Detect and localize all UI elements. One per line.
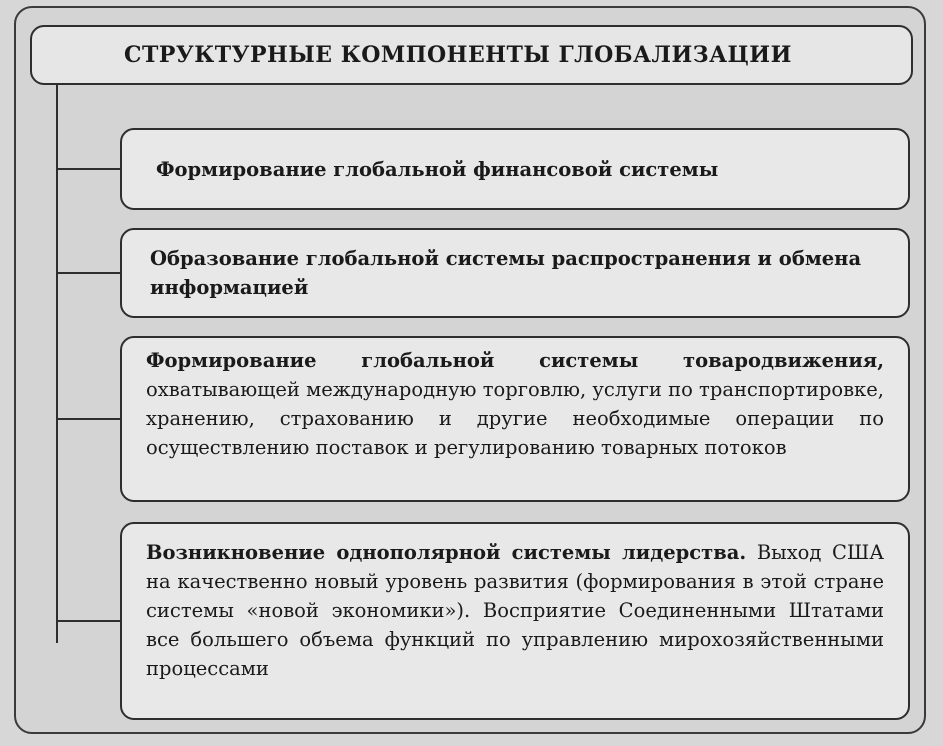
connector-branch-4 [56,620,120,622]
component-body-text: охватывающей международную торговлю, услуги по транспортировке, хранению, страхованию и другие необходимые операции по осуществлению поставок и регулированию товарных потоков [146,378,884,459]
diagram-title [30,25,913,85]
component-box-goods-movement [120,336,910,502]
component-box-leadership [120,522,910,720]
component-box-information [120,228,910,318]
component-lead-text: Образование глобальной системы распространения и обмена информацией [150,247,862,299]
connector-branch-2 [56,272,120,274]
connector-branch-1 [56,168,120,170]
component-lead-text: Формирование глобальной системы товародвижения, [146,349,884,372]
component-box-financial [120,128,910,210]
diagram-title-text: СТРУКТУРНЫЕ КОМПОНЕНТЫ ГЛОБАЛИЗАЦИИ [124,42,792,68]
component-lead-text: Возникновение однополярной системы лидерства. [146,541,747,564]
component-body-text: Выход США на качественно новый уровень развития (формирования в этой стране системы «новой экономики»). Восприятие Соединенными Штатами все большего объема функций по управлению мирохозяйственными процессами [146,541,884,680]
connector-branch-3 [56,418,120,420]
component-lead-text: Формирование глобальной финансовой системы [156,157,719,181]
